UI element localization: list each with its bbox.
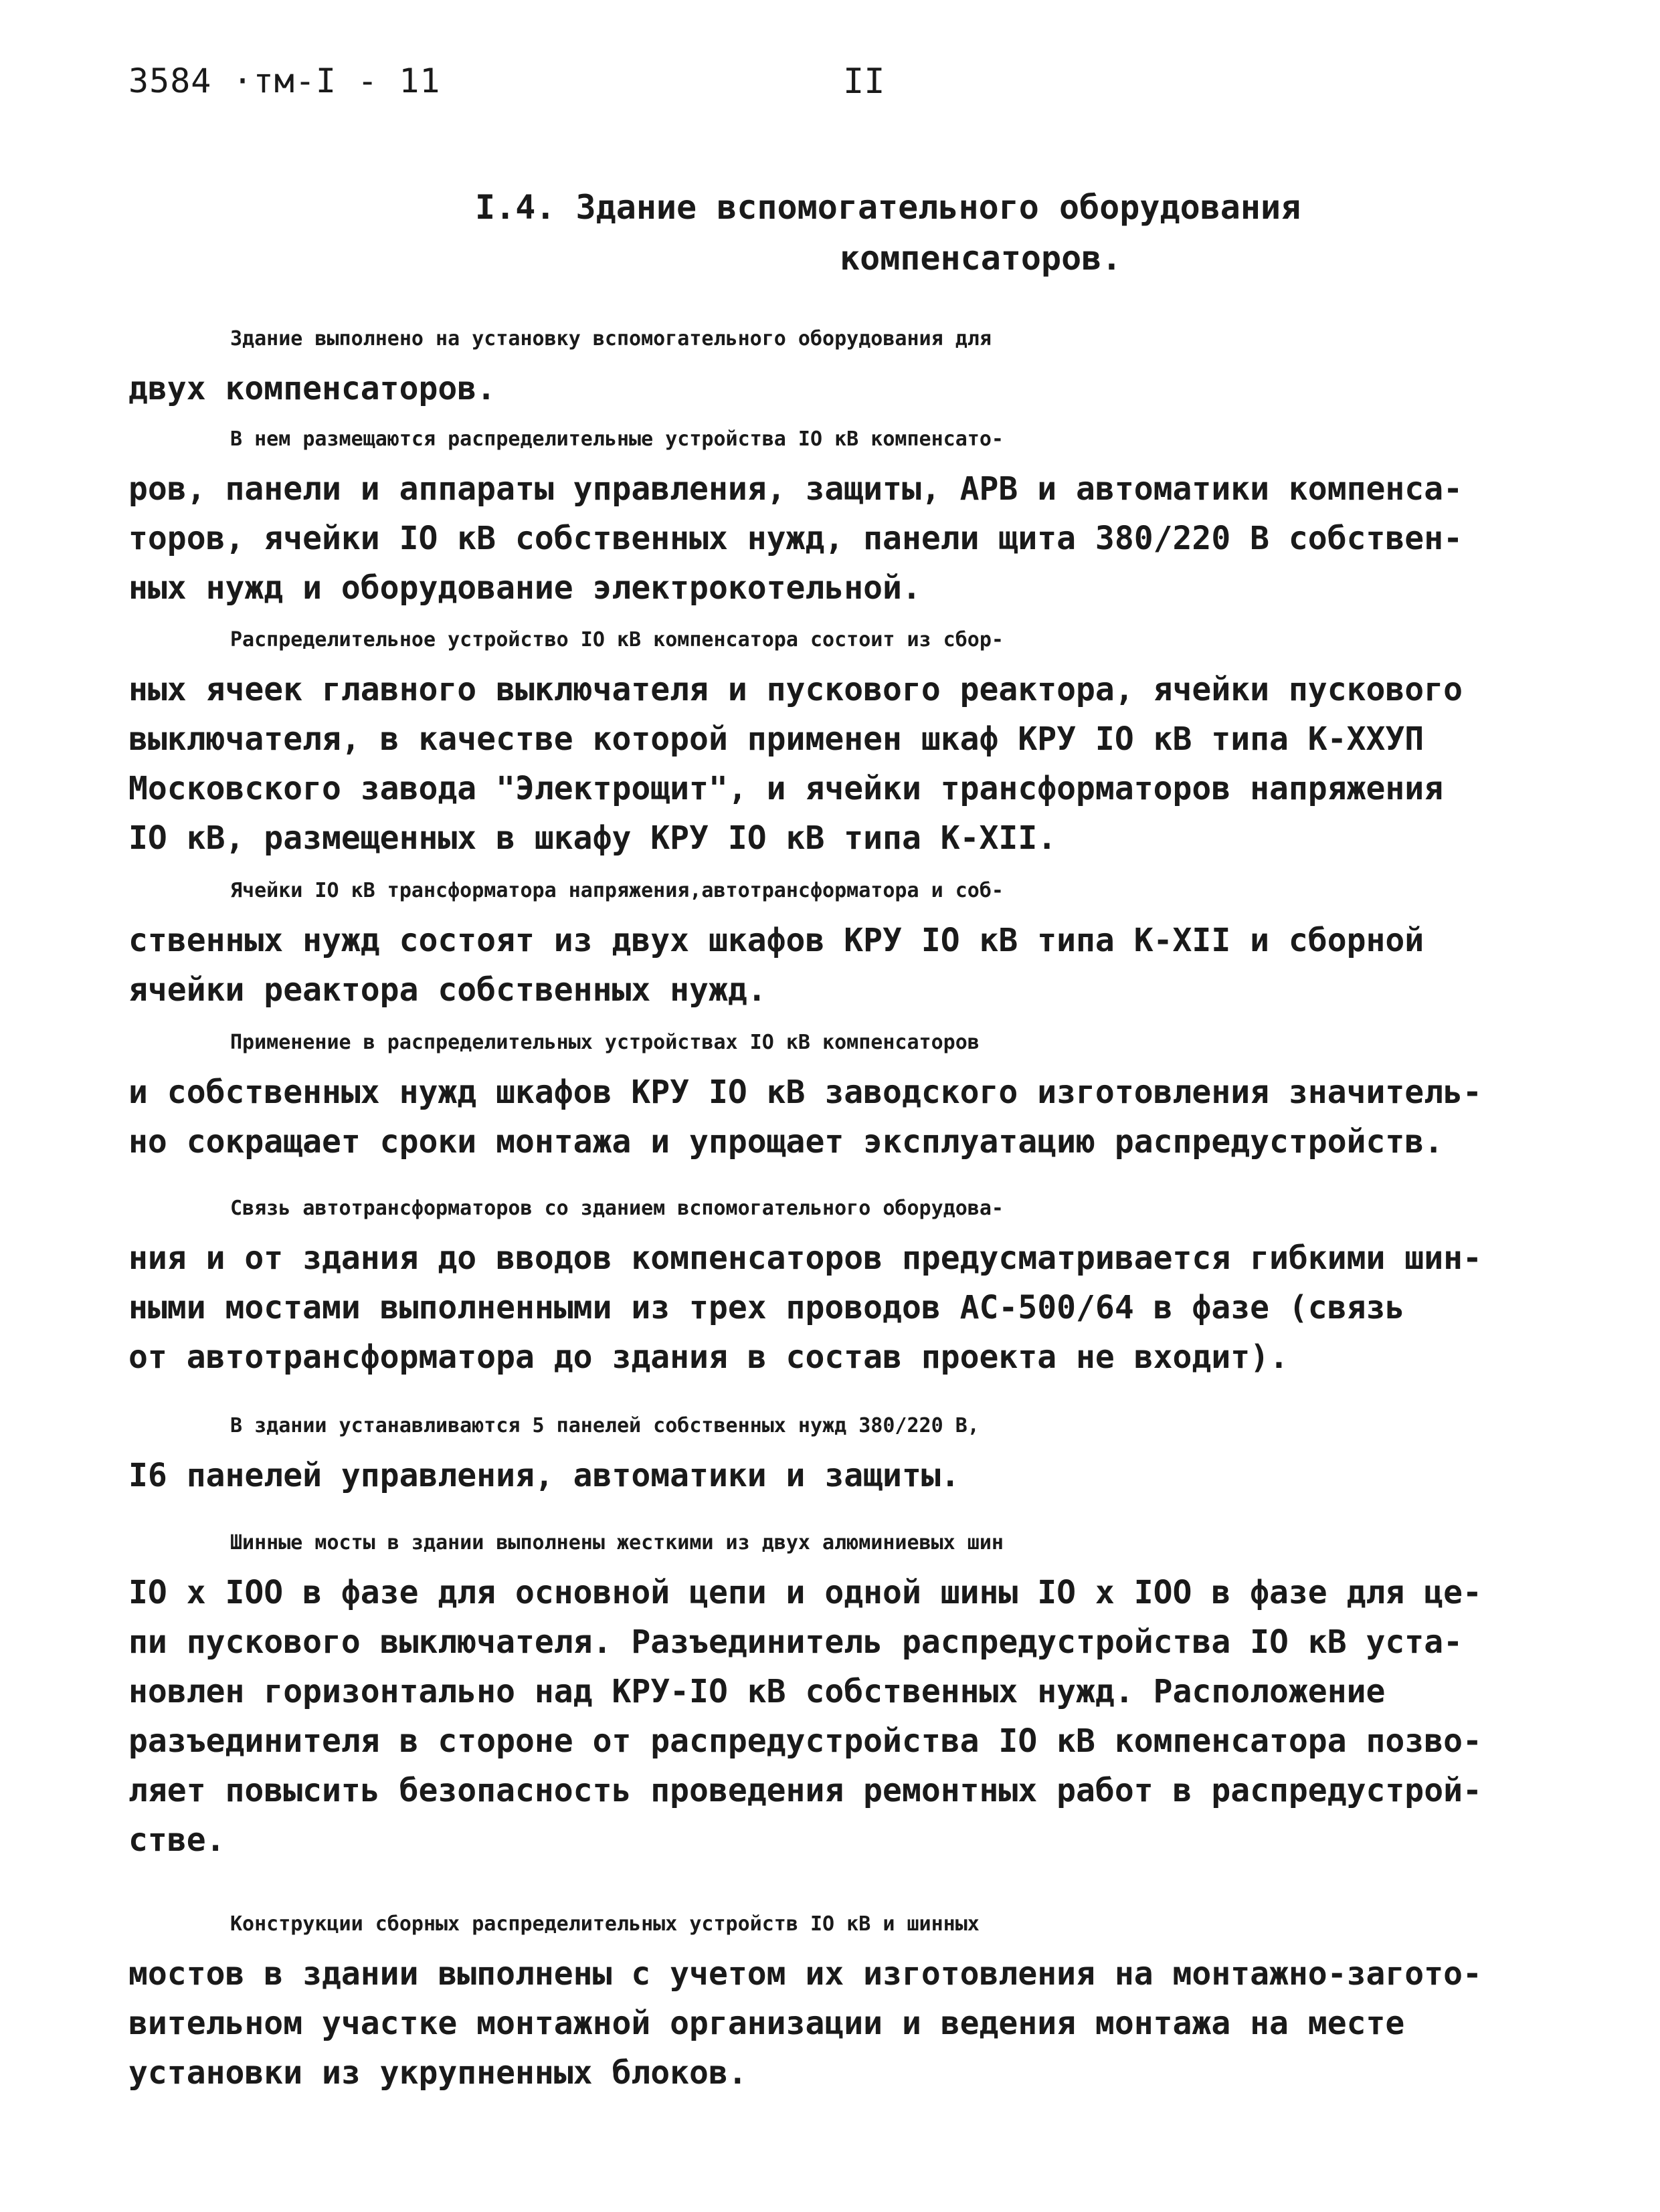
text-line: Конструкции сборных распределительных устройств IO кВ и шинных <box>230 1912 980 1936</box>
text-line: Здание выполнено на установку вспомогательного оборудования для <box>230 327 992 350</box>
section-title-line-1: I.4. Здание вспомогательного оборудования <box>475 188 1301 227</box>
text-line: Применение в распределительных устройствах IO кВ компенсаторов <box>230 1031 980 1054</box>
paragraph-8 <box>128 1518 1580 1865</box>
text-line: установки из укрупненных блоков. <box>128 2054 747 2092</box>
section-title-line-2: компенсаторов. <box>840 239 1122 278</box>
text-line: ственных нужд состоят из двух шкафов КРУ IO кВ типа К-XII и сборной <box>128 922 1424 959</box>
document-code: 3584 ·тм-I - 11 <box>128 62 441 100</box>
text-line: выключателя, в качестве которой применен шкаф КРУ IO кВ типа К-XXУП <box>128 720 1424 758</box>
text-line: IO кВ, размещенных в шкафу КРУ IO кВ типа К-XII. <box>128 819 1057 857</box>
text-line: ров, панели и аппараты управления, защиты, АРВ и автоматики компенса- <box>128 470 1463 508</box>
page-number: II <box>843 62 885 102</box>
text-line: и собственных нужд шкафов КРУ IO кВ заводского изготовления значитель- <box>128 1074 1482 1111</box>
text-line: IO x IOO в фазе для основной цепи и одной шины IO x IOO в фазе для це- <box>128 1574 1482 1611</box>
text-line: Распределительное устройство IO кВ компенсатора состоит из сбор- <box>230 628 1004 651</box>
section-heading <box>475 182 1519 284</box>
paragraph-2 <box>128 415 1580 613</box>
text-line: торов, ячейки IO кВ собственных нужд, панели щита 380/220 В собствен- <box>128 520 1463 557</box>
paragraph-4 <box>128 866 1580 1015</box>
text-line: но сокращает сроки монтажа и упрощает эксплуатацию распредустройств. <box>128 1123 1444 1161</box>
paragraph-1 <box>128 314 1580 413</box>
text-line: разъединителя в стороне от распредустройства IO кВ компенсатора позво- <box>128 1722 1482 1760</box>
text-line: пи пускового выключателя. Разъединитель распредустройства IO кВ уста- <box>128 1623 1463 1661</box>
text-line: Шинные мосты в здании выполнены жесткими из двух алюминиевых шин <box>230 1531 1004 1554</box>
text-line: Ячейки IO кВ трансформатора напряжения,автотрансформатора и соб- <box>230 879 1004 902</box>
text-line: от автотрансформатора до здания в состав проекта не входит). <box>128 1338 1289 1376</box>
text-line: ляет повысить безопасность проведения ремонтных работ в распредустрой- <box>128 1772 1482 1809</box>
paragraph-7 <box>128 1401 1580 1500</box>
text-line: I6 панелей управления, автоматики и защиты. <box>128 1457 960 1494</box>
text-line: ных нужд и оборудование электрокотельной. <box>128 569 921 607</box>
text-line: ных ячеек главного выключателя и пускового реактора, ячейки пускового <box>128 671 1463 708</box>
text-line: ния и от здания до вводов компенсаторов предусматривается гибкими шин- <box>128 1239 1482 1277</box>
text-line: вительном участке монтажной организации и ведения монтажа на месте <box>128 2005 1405 2042</box>
text-line: В нем размещаются распределительные устройства IO кВ компенсато- <box>230 427 1004 451</box>
paragraph-6 <box>128 1184 1580 1382</box>
text-line: В здании устанавливаются 5 панелей собственных нужд 380/220 В, <box>230 1414 980 1437</box>
text-line: мостов в здании выполнены с учетом их изготовления на монтажно-загото- <box>128 1955 1482 1993</box>
text-line: двух компенсаторов. <box>128 370 496 407</box>
text-line: Московского завода "Электрощит", и ячейки трансформаторов напряжения <box>128 770 1444 807</box>
text-line: ными мостами выполненными из трех проводов АС-500/64 в фазе (связь <box>128 1289 1405 1326</box>
paragraph-3 <box>128 615 1580 863</box>
text-line: стве. <box>128 1821 225 1859</box>
text-line: ячейки реактора собственных нужд. <box>128 971 767 1009</box>
paragraph-9 <box>128 1900 1580 2098</box>
paragraph-5 <box>128 1018 1580 1167</box>
text-line: Связь автотрансформаторов со зданием вспомогательного оборудова- <box>230 1197 1004 1220</box>
text-line: новлен горизонтально над КРУ-IO кВ собственных нужд. Расположение <box>128 1673 1386 1710</box>
